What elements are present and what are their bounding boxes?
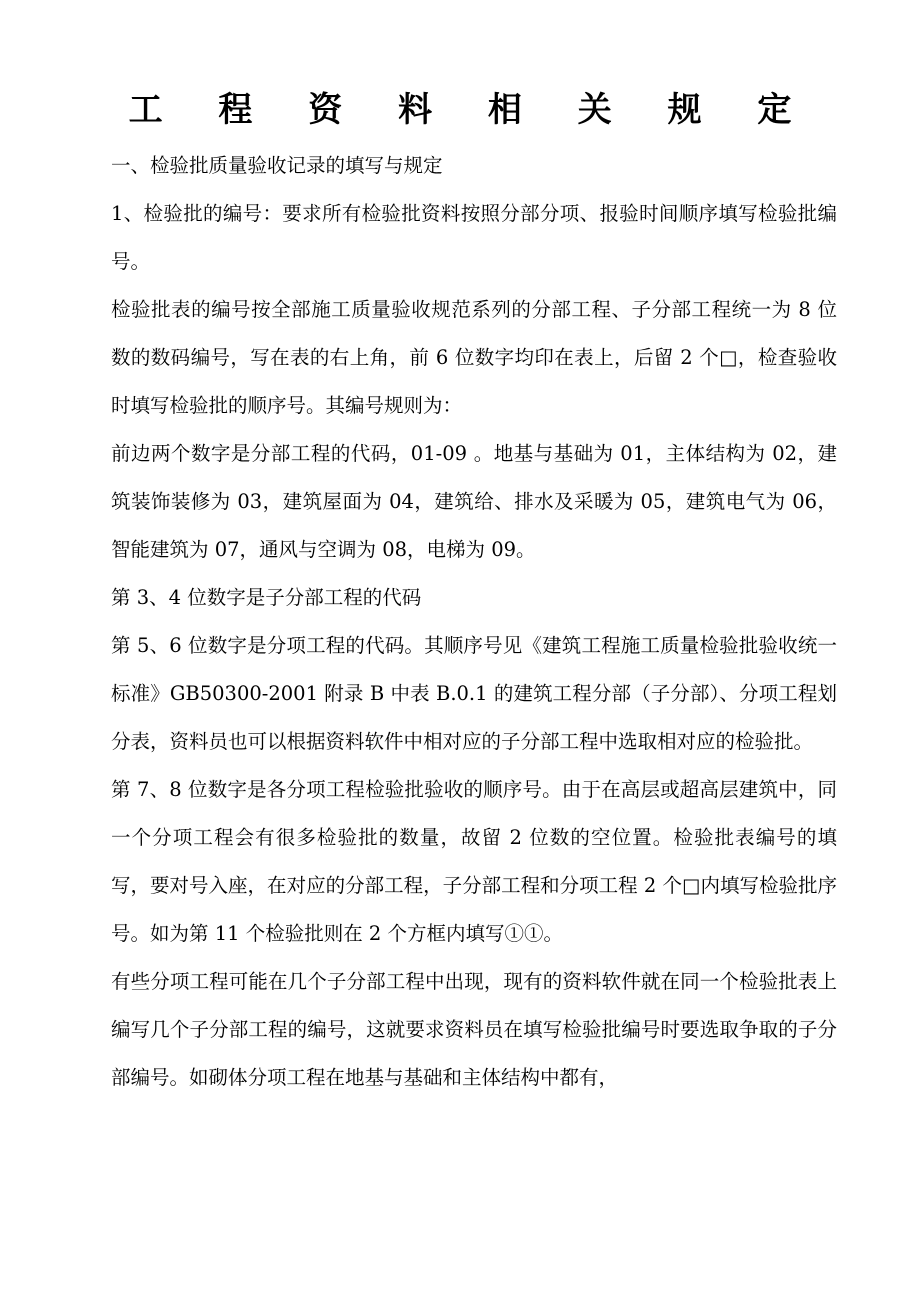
paragraph-subdivision-code: 第 3、4 位数字是子分部工程的代码 [111,586,422,609]
document-title: 工 程 资 料 相 关 规 定 [128,90,814,130]
paragraph-item-code: 第 5、6 位数字是分项工程的代码。其顺序号见《建筑工程施工质量检验批验收统一标准》GB50300-2001 附录 B 中表 B.0.1 的建筑工程分部（子分部）、分项工程划分表，资料员也可以根据资料软件中相对应的子分部工程中选取相对应的检验批。 [111,634,837,753]
paragraph-sequence-number: 第 7、8 位数字是各分项工程检验批验收的顺序号。由于在高层或超高层建筑中，同一个分项工程会有很多检验批的数量，故留 2 位数的空位置。检验批表编号的填写，要对号入座，在对应的分部工程，子分部工程和分项工程 2 个□内填写检验批序号。如为第 11 个检验批则在 2 个方框内填写①①。 [111,778,837,945]
paragraph-numbering-rule: 1、检验批的编号：要求所有检验批资料按照分部分项、报验时间顺序填写检验批编号。 [111,202,837,273]
paragraph-division-codes: 前边两个数字是分部工程的代码，01-09 。地基与基础为 01，主体结构为 02，建筑装饰装修为 03，建筑屋面为 04，建筑给、排水及采暖为 05，建筑电气为 06，智能建筑为 07，通风与空调为 08，电梯为 09。 [111,442,837,561]
section-heading: 一、检验批质量验收记录的填写与规定 [111,154,443,177]
paragraph-multiple-subdivisions: 有些分项工程可能在几个子分部工程中出现，现有的资料软件就在同一个检验批表上编写几个子分部工程的编号，这就要求资料员在填写检验批编号时要选取争取的子分部编号。如砌体分项工程在地基与基础和主体结构中都有， [111,970,837,1089]
paragraph-number-format: 检验批表的编号按全部施工质量验收规范系列的分部工程、子分部工程统一为 8 位数的数码编号，写在表的右上角，前 6 位数字均印在表上，后留 2 个□，检查验收时填写检验批的顺序号。其编号规则为： [111,298,837,417]
document-body [111,142,837,1102]
